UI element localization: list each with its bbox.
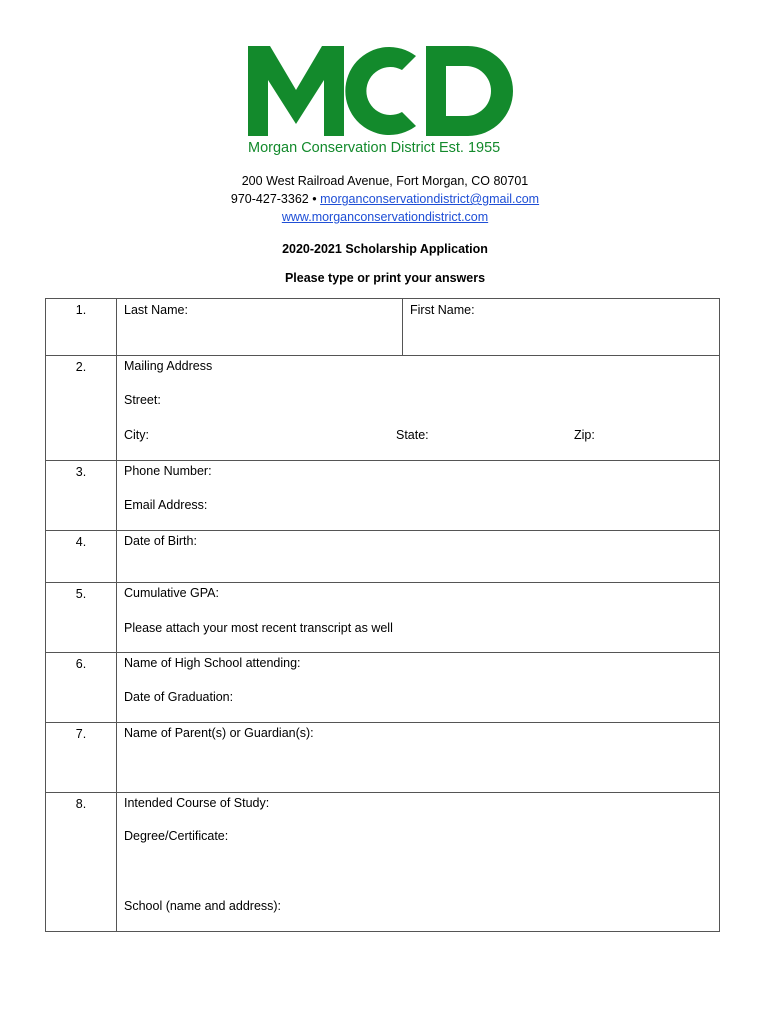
street-address: 200 West Railroad Avenue, Fort Morgan, CO 80701 — [241, 174, 529, 188]
form-row-8 — [46, 793, 720, 932]
parents-label: Name of Parent(s) or Guardian(s): — [124, 726, 314, 740]
phone-email-line — [0, 190, 770, 208]
form-row-4 — [46, 531, 720, 583]
date-of-birth-label: Date of Birth: — [124, 534, 197, 548]
zip-label: Zip: — [574, 428, 595, 442]
date-of-birth-field[interactable] — [117, 531, 720, 583]
high-school-label: Name of High School attending: — [124, 656, 301, 670]
mailing-address-field[interactable] — [117, 356, 720, 461]
application-form-table — [45, 298, 720, 932]
form-instructions: Please type or print your answers — [284, 271, 486, 285]
website-link[interactable]: www.morganconservationdistrict.com — [281, 210, 489, 224]
form-row-5 — [46, 583, 720, 653]
row-number: 2. — [46, 356, 117, 461]
last-name-field[interactable] — [117, 299, 403, 356]
row-number: 8. — [46, 793, 117, 932]
city-label: City: — [124, 428, 149, 442]
high-school-field[interactable] — [117, 653, 720, 723]
gpa-label: Cumulative GPA: — [124, 586, 219, 600]
first-name-label: First Name: — [410, 303, 475, 317]
separator-bullet: • — [308, 192, 321, 206]
state-label: State: — [396, 428, 429, 442]
email-link[interactable]: morganconservationdistrict@gmail.com — [320, 192, 540, 206]
row-number: 4. — [46, 531, 117, 583]
street-label: Street: — [124, 393, 161, 407]
email-address-label: Email Address: — [124, 498, 208, 512]
form-row-2 — [46, 356, 720, 461]
logo-letter-m — [248, 46, 344, 136]
logo-letter-c — [345, 47, 416, 135]
logo-letter-d — [426, 46, 513, 136]
contact-block — [0, 172, 770, 226]
logo-subtitle: Morgan Conservation District Est. 1955 — [248, 140, 501, 156]
form-title: 2020-2021 Scholarship Application — [282, 242, 488, 256]
course-of-study-label: Intended Course of Study: — [124, 796, 270, 810]
form-row-3 — [46, 461, 720, 531]
mcd-logo — [246, 46, 526, 158]
form-row-6 — [46, 653, 720, 723]
parents-field[interactable] — [117, 723, 720, 793]
row-number: 3. — [46, 461, 117, 531]
first-name-field[interactable] — [403, 299, 720, 356]
form-row-1 — [46, 299, 720, 356]
school-address-label: School (name and address): — [124, 899, 282, 913]
row-number: 5. — [46, 583, 117, 653]
row-number: 6. — [46, 653, 117, 723]
contact-field[interactable] — [117, 461, 720, 531]
phone-number-label: Phone Number: — [124, 464, 212, 478]
last-name-label: Last Name: — [124, 303, 188, 317]
form-row-7 — [46, 723, 720, 793]
transcript-note: Please attach your most recent transcript as well — [124, 621, 393, 635]
course-of-study-field[interactable] — [117, 793, 720, 932]
mailing-address-label: Mailing Address — [124, 359, 213, 373]
gpa-field[interactable] — [117, 583, 720, 653]
row-number: 1. — [46, 299, 117, 356]
phone-number: 970-427-3362 — [230, 192, 309, 206]
graduation-date-label: Date of Graduation: — [124, 690, 234, 704]
row-number: 7. — [46, 723, 117, 793]
degree-label: Degree/Certificate: — [124, 829, 229, 843]
